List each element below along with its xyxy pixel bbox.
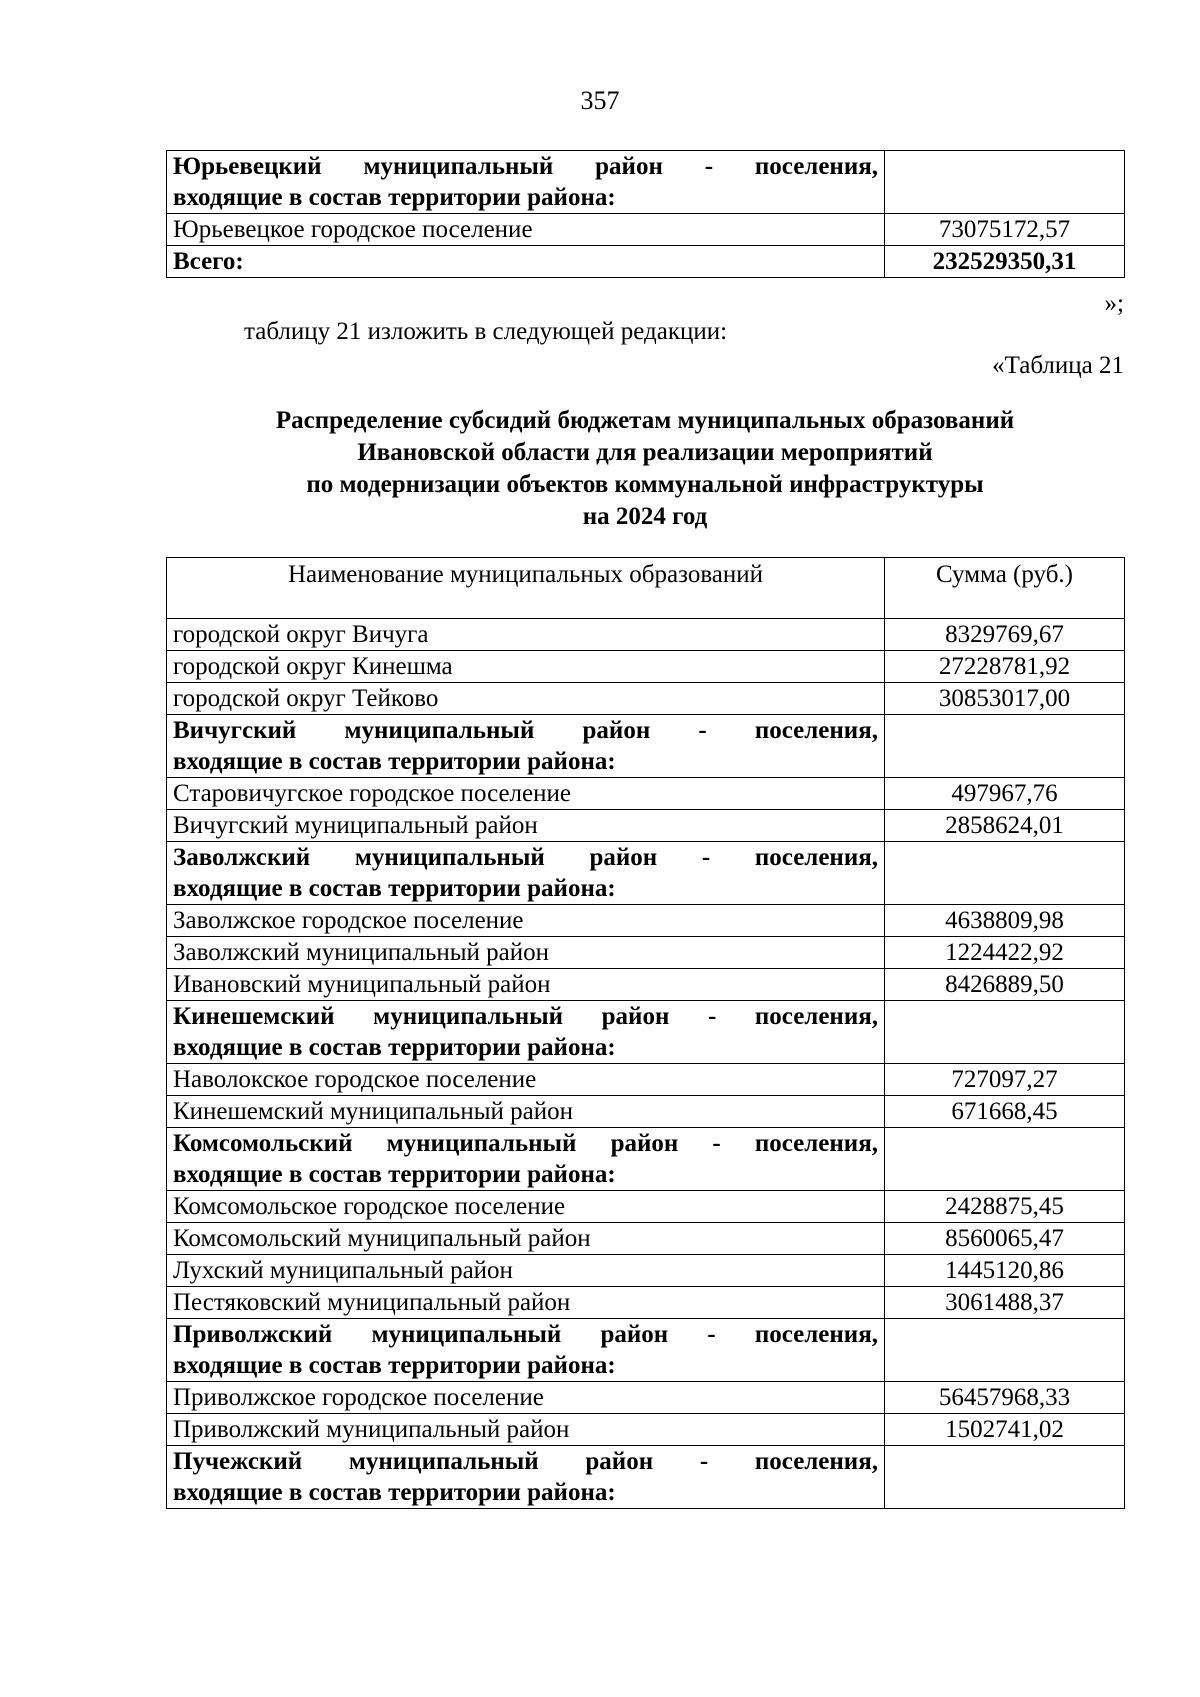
close-quote: »; bbox=[1104, 290, 1124, 317]
sum-cell: 30853017,00 bbox=[885, 683, 1125, 715]
sum-cell: 497967,76 bbox=[885, 778, 1125, 810]
top-table bbox=[166, 150, 1125, 278]
group-line1: Кинешемский муниципальный район - поселения, bbox=[173, 1003, 878, 1030]
header-row bbox=[167, 558, 1125, 619]
empty-sum-cell bbox=[885, 842, 1125, 905]
name-cell: городской округ Вичуга bbox=[167, 619, 885, 651]
group-line1: Юрьевецкий муниципальный район - поселения, bbox=[173, 153, 878, 180]
sum-cell: 1445120,86 bbox=[885, 1255, 1125, 1287]
name-cell: Юрьевецкое городское поселение bbox=[167, 214, 885, 246]
header-sum: Сумма (руб.) bbox=[885, 558, 1125, 619]
name-cell: городской округ Кинешма bbox=[167, 651, 885, 683]
sum-cell: 8560065,47 bbox=[885, 1223, 1125, 1255]
group-line1: Заволжский муниципальный район - поселения, bbox=[173, 844, 878, 871]
table-row bbox=[167, 969, 1125, 1001]
name-cell: Ивановский муниципальный район bbox=[167, 969, 885, 1001]
table-title bbox=[0, 405, 1200, 533]
sum-cell: 8329769,67 bbox=[885, 619, 1125, 651]
group-name-cell bbox=[167, 1001, 885, 1064]
title-line2: Ивановской области для реализации мероприятий bbox=[357, 439, 933, 466]
name-cell: Кинешемский муниципальный район bbox=[167, 1096, 885, 1128]
header-name: Наименование муниципальных образований bbox=[167, 558, 885, 619]
title-line1: Распределение субсидий бюджетам муниципальных образований bbox=[275, 407, 1015, 434]
group-line2: входящие в состав территории района: bbox=[173, 875, 616, 902]
table-row bbox=[167, 905, 1125, 937]
group-name-cell bbox=[167, 715, 885, 778]
title-line3: по модернизации объектов коммунальной инфраструктуры bbox=[306, 471, 984, 498]
sum-cell: 1224422,92 bbox=[885, 937, 1125, 969]
group-row bbox=[167, 715, 1125, 778]
group-line1: Комсомольский муниципальный район - поселения, bbox=[173, 1130, 878, 1157]
sum-cell: 1502741,02 bbox=[885, 1414, 1125, 1446]
group-name-cell bbox=[167, 842, 885, 905]
empty-sum-cell bbox=[885, 1446, 1125, 1509]
table-row bbox=[167, 1255, 1125, 1287]
main-table bbox=[166, 557, 1125, 1509]
group-line1: Пучежский муниципальный район - поселения, bbox=[173, 1448, 878, 1475]
table-row bbox=[167, 1064, 1125, 1096]
group-line1: Приволжский муниципальный район - поселения, bbox=[173, 1321, 878, 1348]
group-line1: Вичугский муниципальный район - поселения, bbox=[173, 717, 878, 744]
sum-cell: 27228781,92 bbox=[885, 651, 1125, 683]
empty-sum-cell bbox=[885, 1319, 1125, 1382]
sum-cell: 3061488,37 bbox=[885, 1287, 1125, 1319]
name-cell: Пестяковский муниципальный район bbox=[167, 1287, 885, 1319]
group-name-cell bbox=[167, 1319, 885, 1382]
empty-sum-cell bbox=[885, 1001, 1125, 1064]
name-cell: Вичугский муниципальный район bbox=[167, 810, 885, 842]
group-row bbox=[167, 1128, 1125, 1191]
table-row bbox=[167, 214, 1125, 246]
group-line2: входящие в состав территории района: bbox=[173, 1352, 616, 1379]
table-row bbox=[167, 1223, 1125, 1255]
name-cell: Приволжское городское поселение bbox=[167, 1382, 885, 1414]
name-cell: Лухский муниципальный район bbox=[167, 1255, 885, 1287]
group-row bbox=[167, 1001, 1125, 1064]
table-row bbox=[167, 1414, 1125, 1446]
instruction-text: таблицу 21 изложить в следующей редакции: bbox=[244, 318, 728, 345]
sum-cell: 73075172,57 bbox=[885, 214, 1125, 246]
group-row bbox=[167, 1446, 1125, 1509]
table-row bbox=[167, 1382, 1125, 1414]
table-row bbox=[167, 1191, 1125, 1223]
table-row bbox=[167, 1287, 1125, 1319]
name-cell: Старовичугское городское поселение bbox=[167, 778, 885, 810]
table-row bbox=[167, 651, 1125, 683]
group-line2: входящие в состав территории района: bbox=[173, 1479, 616, 1506]
page-number: 357 bbox=[580, 86, 620, 115]
name-cell: Комсомольский муниципальный район bbox=[167, 1223, 885, 1255]
table-row bbox=[167, 151, 1125, 214]
table-row bbox=[167, 778, 1125, 810]
group-line2: входящие в состав территории района: bbox=[173, 1161, 616, 1188]
group-line2: входящие в состав территории района: bbox=[173, 1034, 616, 1061]
sum-cell: 2858624,01 bbox=[885, 810, 1125, 842]
name-cell: Приволжский муниципальный район bbox=[167, 1414, 885, 1446]
group-row bbox=[167, 1319, 1125, 1382]
sum-cell: 671668,45 bbox=[885, 1096, 1125, 1128]
title-line4: на 2024 год bbox=[582, 503, 708, 530]
name-cell: Комсомольское городское поселение bbox=[167, 1191, 885, 1223]
group-name-cell bbox=[167, 1128, 885, 1191]
sum-cell: 727097,27 bbox=[885, 1064, 1125, 1096]
table-row bbox=[167, 683, 1125, 715]
table-row bbox=[167, 619, 1125, 651]
group-row bbox=[167, 842, 1125, 905]
sum-cell: 8426889,50 bbox=[885, 969, 1125, 1001]
group-line2: входящие в состав территории района: bbox=[173, 184, 616, 211]
table-label: «Таблица 21 bbox=[992, 352, 1124, 379]
name-cell: Наволокское городское поселение bbox=[167, 1064, 885, 1096]
total-row bbox=[167, 246, 1125, 278]
sum-cell: 2428875,45 bbox=[885, 1191, 1125, 1223]
name-cell: Заволжский муниципальный район bbox=[167, 937, 885, 969]
name-cell: Заволжское городское поселение bbox=[167, 905, 885, 937]
empty-sum-cell bbox=[885, 151, 1125, 214]
empty-sum-cell bbox=[885, 1128, 1125, 1191]
table-row bbox=[167, 1096, 1125, 1128]
name-cell: городской округ Тейково bbox=[167, 683, 885, 715]
empty-sum-cell bbox=[885, 715, 1125, 778]
sum-cell: 4638809,98 bbox=[885, 905, 1125, 937]
total-sum: 232529350,31 bbox=[885, 246, 1125, 278]
table-row bbox=[167, 810, 1125, 842]
group-name-cell bbox=[167, 1446, 885, 1509]
table-row bbox=[167, 937, 1125, 969]
group-name-cell bbox=[167, 151, 885, 214]
group-line2: входящие в состав территории района: bbox=[173, 748, 616, 775]
sum-cell: 56457968,33 bbox=[885, 1382, 1125, 1414]
total-label: Всего: bbox=[167, 246, 885, 278]
